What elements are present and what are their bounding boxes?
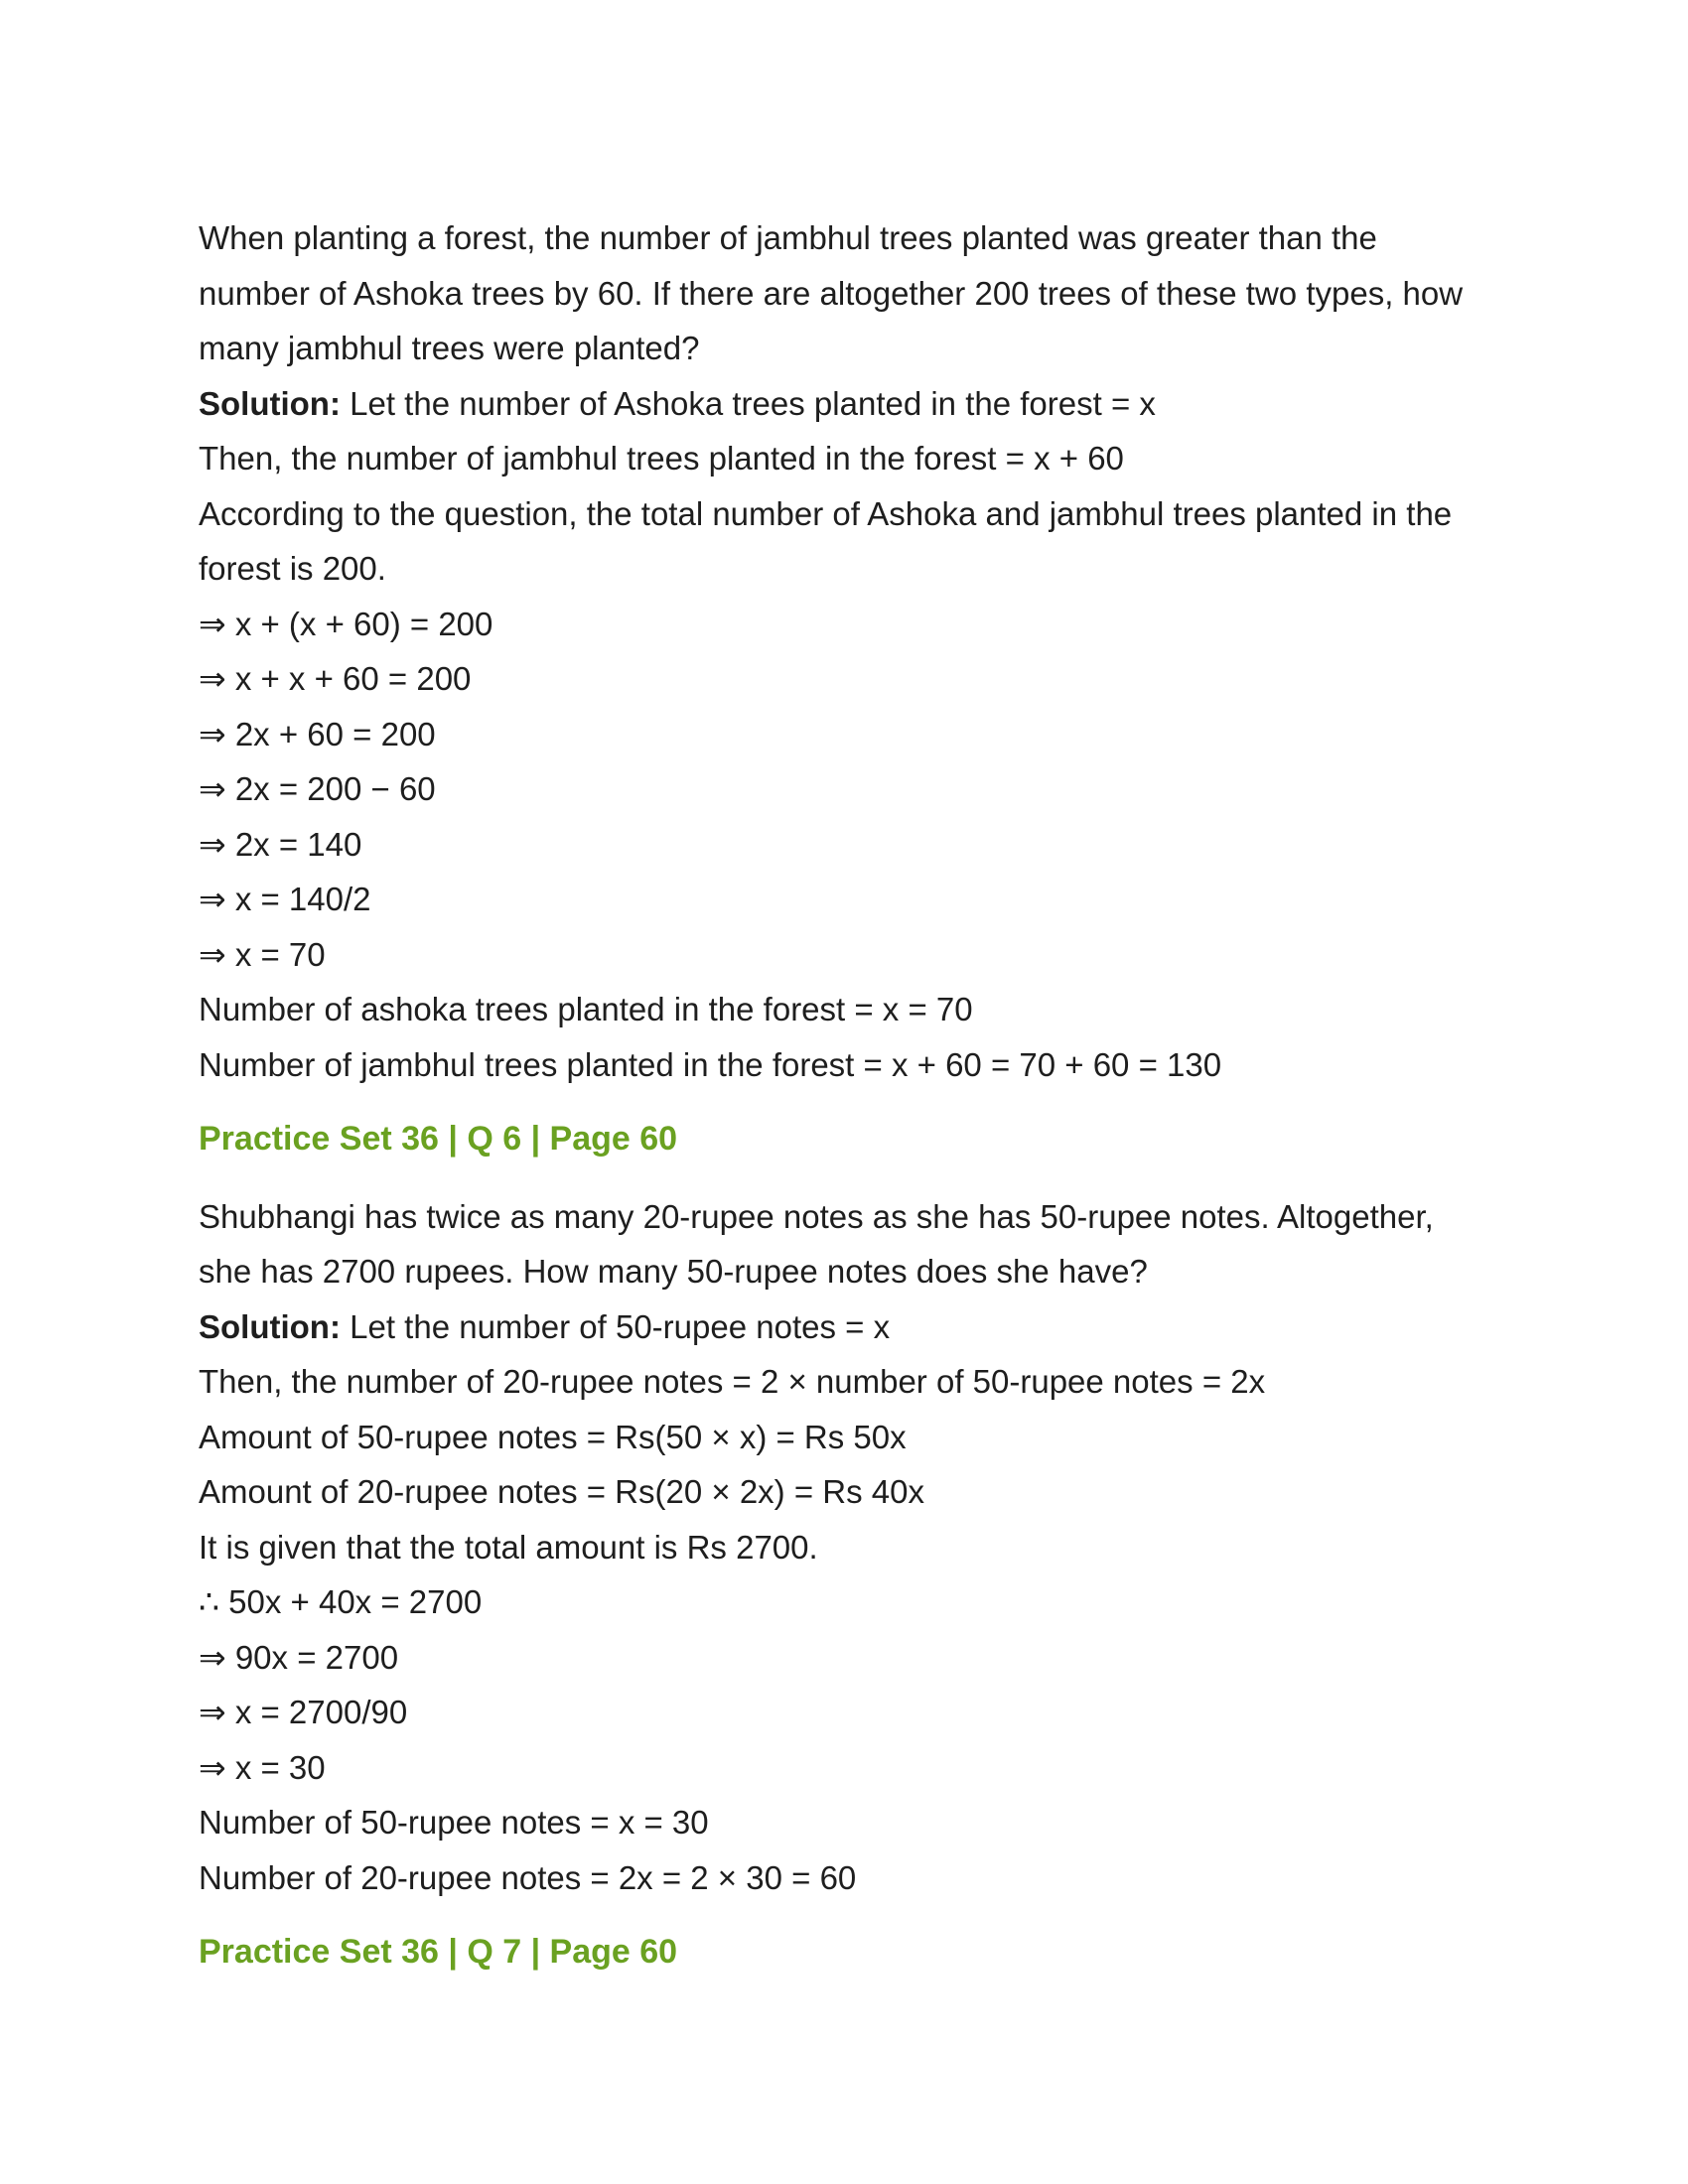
solution-step: ⇒ x = 2700/90 xyxy=(199,1694,408,1730)
solution-step: Amount of 50-rupee notes = Rs(50 × x) = Rs 50x xyxy=(199,1418,907,1455)
q6-solution xyxy=(199,1299,1509,1906)
solution-step: Number of 20-rupee notes = 2x = 2 × 30 = 60 xyxy=(199,1858,857,1896)
solution-step: Then, the number of jambhul trees planted in the forest = x + 60 xyxy=(199,440,1124,477)
solution-step: ⇒ 2x = 200 − 60 xyxy=(199,770,436,807)
question-line: When planting a forest, the number of jambhul trees planted was greater than the xyxy=(199,219,1377,256)
solution-step: ⇒ 2x = 140 xyxy=(199,825,362,863)
solution-label: Solution: xyxy=(199,384,341,422)
solution-step: ∴ 50x + 40x = 2700 xyxy=(199,1583,483,1620)
solution-step: Number of 50-rupee notes = x = 30 xyxy=(199,1804,709,1841)
solution-text: Let the number of 50-rupee notes = x xyxy=(340,1307,891,1345)
solution-intro xyxy=(199,376,1509,432)
q5-question xyxy=(199,210,1509,376)
solution-step: forest is 200. xyxy=(199,550,386,587)
solution-label: Solution: xyxy=(199,1307,341,1345)
solution-step: ⇒ x = 30 xyxy=(199,1748,326,1786)
q6-question xyxy=(199,1189,1509,1299)
solution-step: According to the question, the total number of Ashoka and jambhul trees planted in the xyxy=(199,494,1453,532)
question-line: many jambhul trees were planted? xyxy=(199,330,700,366)
solution-step: Amount of 20-rupee notes = Rs(20 × 2x) = Rs 40x xyxy=(199,1473,924,1510)
solution-text: Let the number of Ashoka trees planted in the forest = x xyxy=(340,384,1156,422)
solution-step: Then, the number of 20-rupee notes = 2 × number of 50-rupee notes = 2x xyxy=(199,1363,1266,1400)
solution-step: ⇒ 2x + 60 = 200 xyxy=(199,715,436,752)
document-page xyxy=(199,210,1509,1980)
solution-step: It is given that the total amount is Rs 2700. xyxy=(199,1528,818,1566)
solution-step: ⇒ x + x + 60 = 200 xyxy=(199,660,472,697)
solution-step: ⇒ x = 70 xyxy=(199,935,326,973)
solution-step: ⇒ x = 140/2 xyxy=(199,881,371,917)
section-heading-q7: Practice Set 36 | Q 7 | Page 60 xyxy=(199,1933,678,1971)
solution-intro xyxy=(199,1299,1509,1355)
question-line: she has 2700 rupees. How many 50-rupee notes does she have? xyxy=(199,1253,1148,1290)
q5-solution xyxy=(199,376,1509,1093)
solution-step: ⇒ 90x = 2700 xyxy=(199,1638,399,1676)
question-line: Shubhangi has twice as many 20-rupee notes as she has 50-rupee notes. Altogether, xyxy=(199,1197,1434,1235)
question-line: number of Ashoka trees by 60. If there are altogether 200 trees of these two types, how xyxy=(199,274,1464,312)
section-heading-q6: Practice Set 36 | Q 6 | Page 60 xyxy=(199,1120,678,1158)
solution-step: ⇒ x + (x + 60) = 200 xyxy=(199,605,493,642)
solution-step: Number of jambhul trees planted in the forest = x + 60 = 70 + 60 = 130 xyxy=(199,1045,1222,1083)
solution-step: Number of ashoka trees planted in the forest = x = 70 xyxy=(199,991,973,1027)
